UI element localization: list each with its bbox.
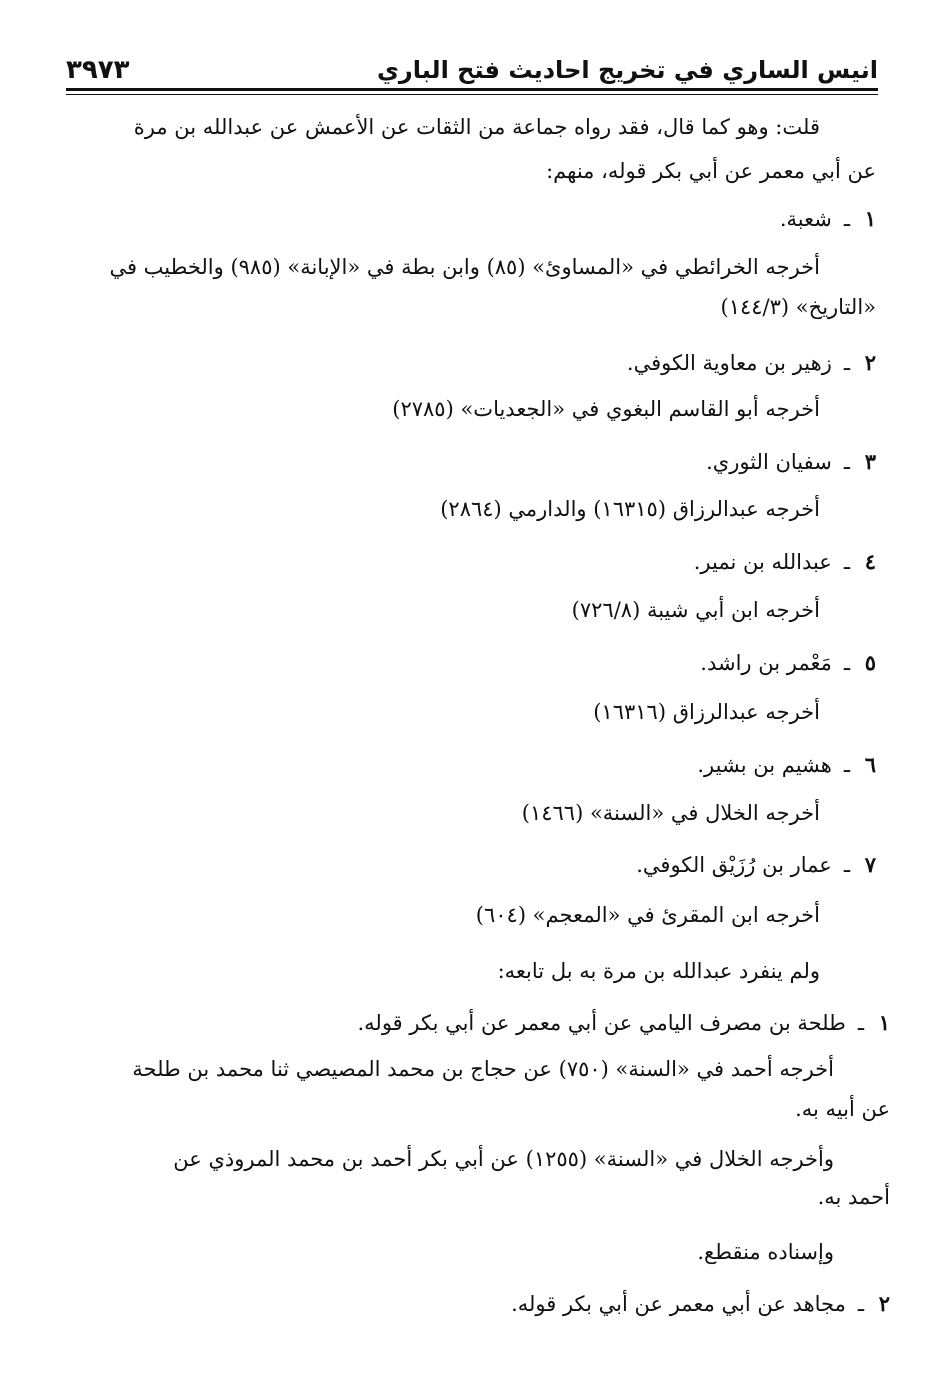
text-line: أخرجه عبدالرزاق (١٦٣١٥) والدارمي (٢٨٦٤) <box>440 497 820 521</box>
list-item <box>357 1008 890 1038</box>
text-line: أخرجه عبدالرزاق (١٦٣١٦) <box>593 700 820 724</box>
list-item <box>697 750 876 780</box>
text-line: أحمد به. <box>817 1185 890 1209</box>
item-number: ١ <box>878 1010 890 1035</box>
list-item <box>627 348 876 378</box>
list-item <box>694 547 876 577</box>
item-number: ٢ <box>878 1291 890 1316</box>
narrator-name: طلحة بن مصرف اليامي عن أبي معمر عن أبي بكر قوله. <box>357 1011 846 1035</box>
item-number: ٥ <box>864 650 876 675</box>
item-dash: ـ <box>857 1011 864 1035</box>
list-item <box>706 447 876 477</box>
item-dash: ـ <box>843 651 850 675</box>
text-line: «التاريخ» (١٤٤/٣) <box>720 295 876 319</box>
header-rule-thick <box>66 88 878 91</box>
narrator-name: سفيان الثوري. <box>706 450 832 474</box>
text-line: عن أبيه به. <box>795 1097 890 1121</box>
book-title: انيس الساري في تخريج احاديث فتح الباري <box>376 56 878 84</box>
item-dash: ـ <box>843 351 850 375</box>
item-dash: ـ <box>843 450 850 474</box>
text-line: عن أبي معمر عن أبي بكر قوله، منهم: <box>546 159 876 183</box>
narrator-name: شعبة. <box>779 207 832 231</box>
text-line: وأخرجه الخلال في «السنة» (١٢٥٥) عن أبي بكر أحمد بن محمد المروذي عن <box>173 1147 834 1171</box>
text-line: أخرجه أبو القاسم البغوي في «الجعديات» (٢٧٨٥) <box>392 397 820 421</box>
list-item <box>780 204 876 234</box>
text-line: قلت: وهو كما قال، فقد رواه جماعة من الثقات عن الأعمش عن عبدالله بن مرة <box>133 115 820 139</box>
narrator-name: زهير بن معاوية الكوفي. <box>626 351 832 375</box>
text-line: وإسناده منقطع. <box>697 1240 834 1264</box>
text-line: أخرجه أحمد في «السنة» (٧٥٠) عن حجاج بن محمد المصيصي ثنا محمد بن طلحة <box>132 1057 834 1081</box>
narrator-name: هشيم بن بشير. <box>697 753 832 777</box>
item-dash: ـ <box>843 550 850 574</box>
item-dash: ـ <box>857 1292 864 1316</box>
item-number: ٧ <box>864 852 876 877</box>
header-rule-thin <box>66 94 878 95</box>
item-number: ٤ <box>864 549 876 574</box>
text-line: أخرجه الخرائطي في «المساوئ» (٨٥) وابن بطة في «الإبانة» (٩٨٥) والخطيب في <box>109 255 820 279</box>
item-dash: ـ <box>843 853 850 877</box>
narrator-name: مَعْمر بن راشد. <box>700 651 832 675</box>
item-dash: ـ <box>843 207 850 231</box>
list-item <box>511 1289 890 1319</box>
list-item <box>700 648 876 678</box>
page-number: ٣٩٧٣ <box>66 55 130 85</box>
narrator-name: عبدالله بن نمير. <box>693 550 832 574</box>
narrator-name: عمار بن رُزَيْق الكوفي. <box>636 853 832 877</box>
item-number: ٦ <box>864 752 876 777</box>
narrator-name: مجاهد عن أبي معمر عن أبي بكر قوله. <box>511 1292 846 1316</box>
text-line: أخرجه ابن المقرئ في «المعجم» (٦٠٤) <box>475 903 820 927</box>
list-item <box>636 850 876 880</box>
item-dash: ـ <box>843 753 850 777</box>
running-header <box>66 52 878 92</box>
text-line: أخرجه الخلال في «السنة» (١٤٦٦) <box>521 801 820 825</box>
item-number: ٢ <box>864 350 876 375</box>
text-line: ولم ينفرد عبدالله بن مرة به بل تابعه: <box>497 959 820 983</box>
item-number: ٣ <box>864 449 876 474</box>
text-line: أخرجه ابن أبي شيبة (٧٢٦/٨) <box>571 598 820 622</box>
item-number: ١ <box>864 206 876 231</box>
